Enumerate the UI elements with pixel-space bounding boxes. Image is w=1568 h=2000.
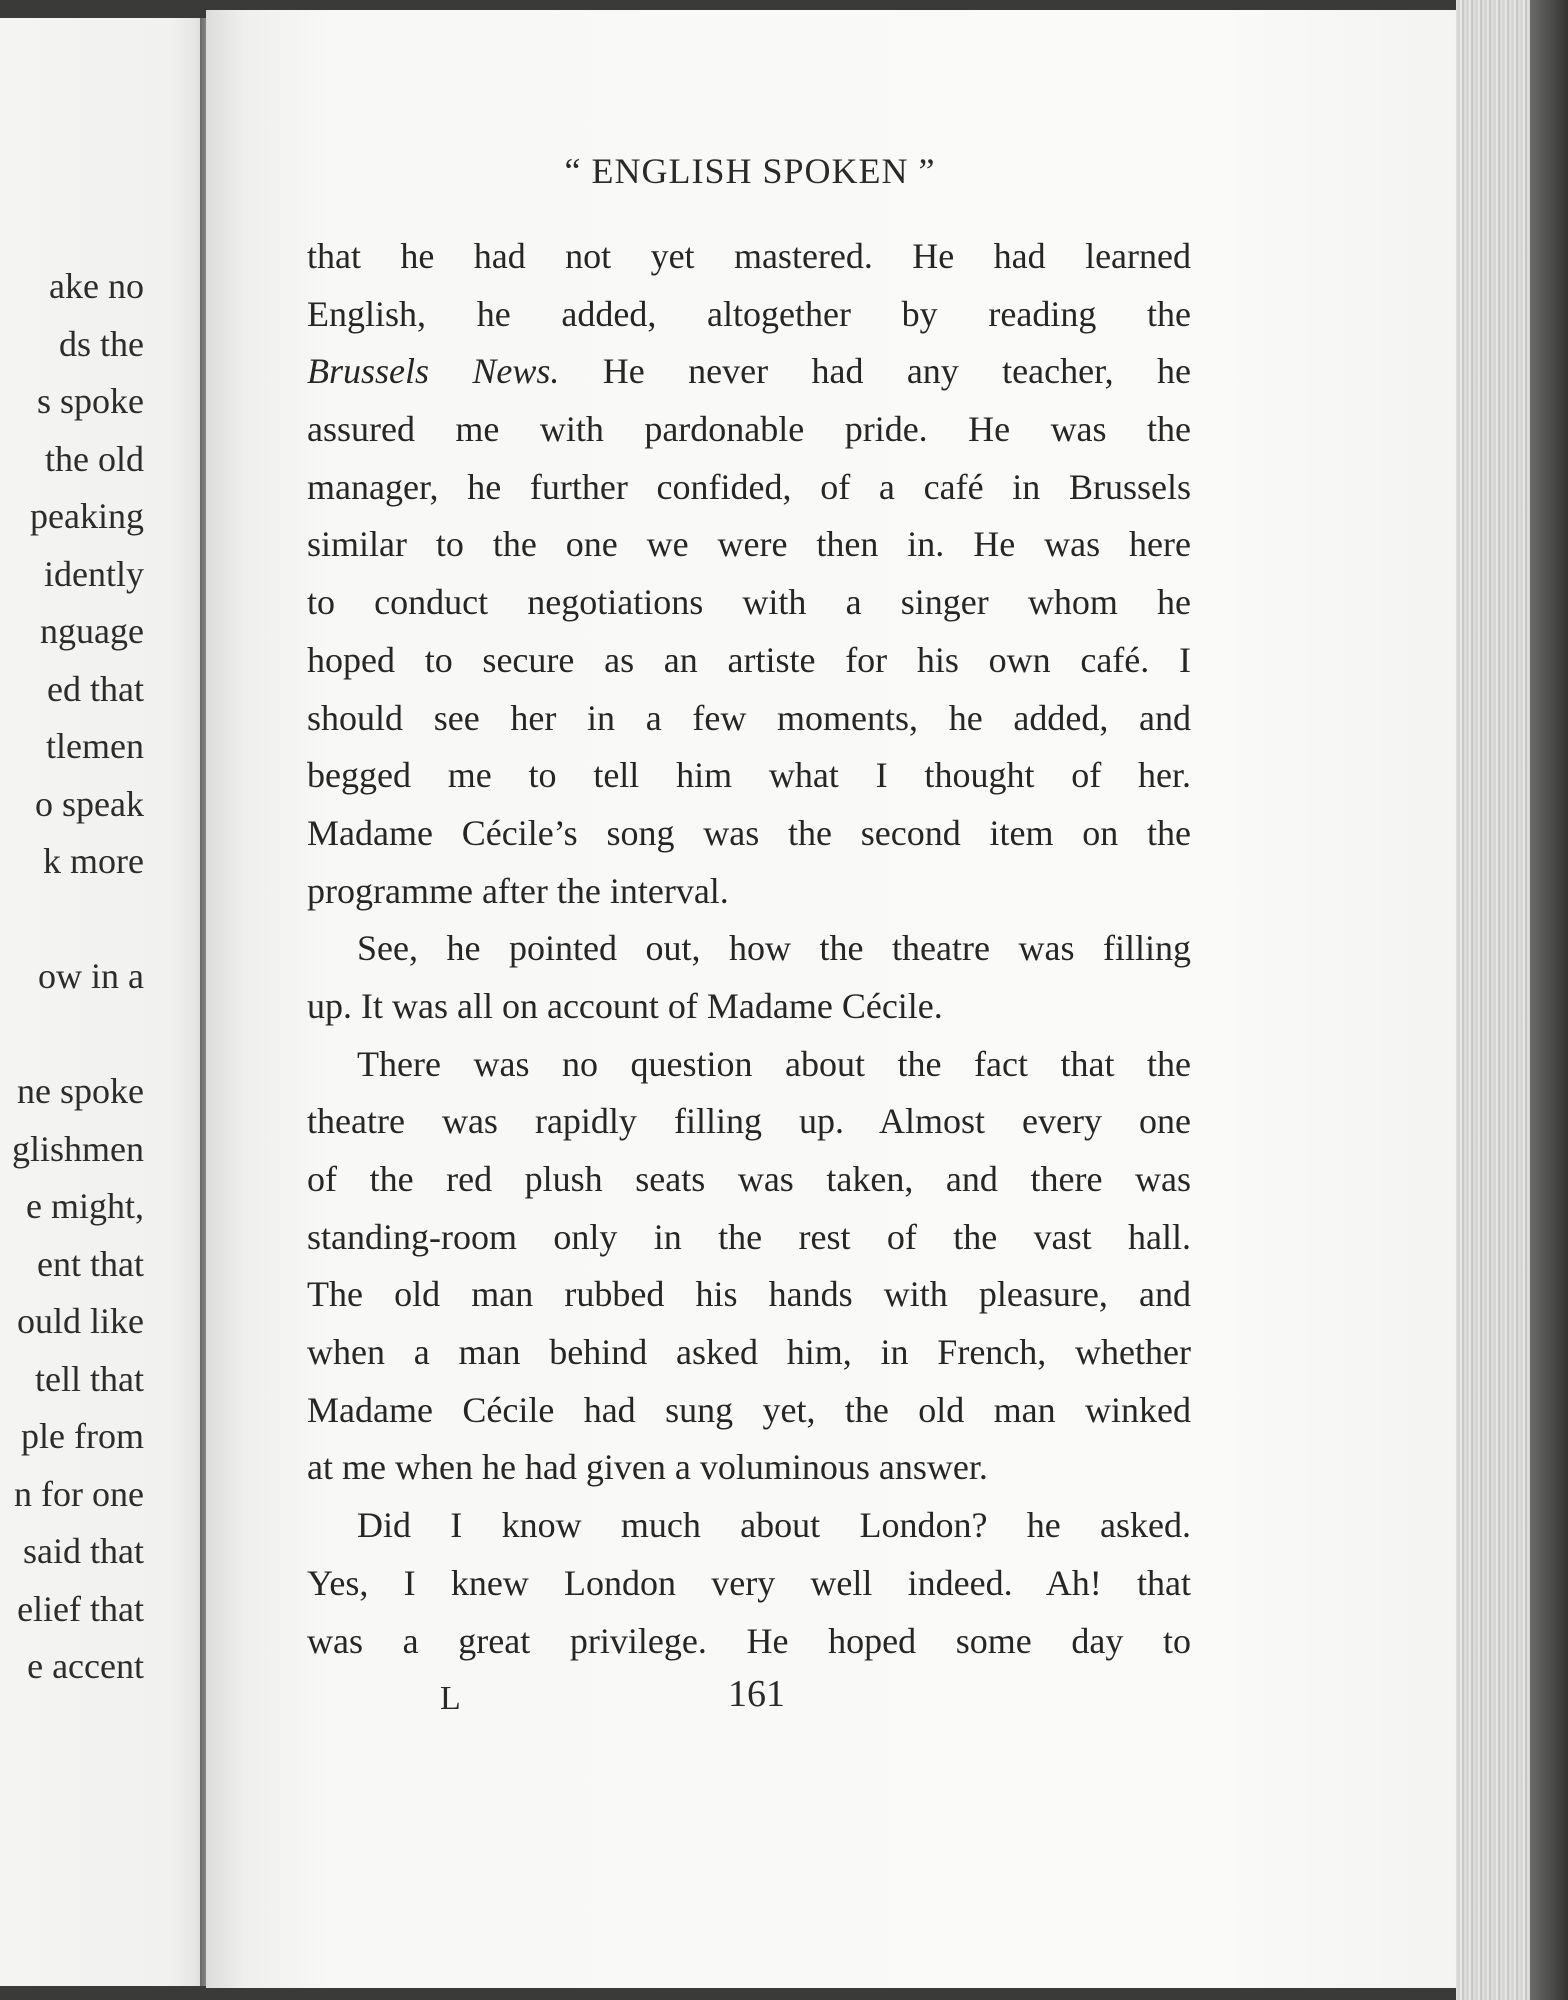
text-line: See, he pointed out, how the theatre was filling — [357, 928, 1191, 969]
text-line: assured me with pardonable pride. He was the — [307, 409, 1191, 450]
text-line: when a man behind asked him, in French, whether — [307, 1332, 1191, 1373]
text-line: manager, he further confided, of a café in Brussels — [307, 466, 1191, 507]
left-page-line: ed that — [47, 668, 144, 709]
text-line: begged me to tell him what I thought of her. — [307, 755, 1191, 796]
text-line: Did I know much about London? he asked. — [357, 1505, 1191, 1546]
text-line: programme after the interval. — [307, 870, 729, 911]
text-line: up. It was all on account of Madame Cécile. — [307, 985, 943, 1026]
text-line: that he had not yet mastered. He had learned — [307, 236, 1191, 276]
left-page-line: peaking — [30, 496, 144, 536]
text-line: should see her in a few moments, he added, and — [307, 697, 1191, 738]
text-line: of the red plush seats was taken, and there was — [307, 1159, 1191, 1199]
signature-mark: L — [440, 1680, 461, 1717]
left-page-line: n for one — [14, 1473, 144, 1514]
text-line: The old man rubbed his hands with pleasure, and — [307, 1274, 1191, 1315]
left-page — [0, 18, 212, 1986]
left-page-line: glishmen — [12, 1128, 144, 1169]
left-page-text — [12, 258, 144, 1696]
text-line: Madame Cécile had sung yet, the old man winked — [307, 1389, 1191, 1430]
text-line: Yes, I knew London very well indeed. Ah! that — [307, 1562, 1191, 1603]
left-page-line: ne spoke — [17, 1071, 144, 1111]
text-line: English, he added, altogether by reading the — [307, 293, 1191, 334]
left-page-line: e might, — [26, 1186, 144, 1226]
left-page-line: tell that — [35, 1358, 144, 1399]
text-line: was a great privilege. He hoped some day to — [307, 1620, 1191, 1661]
text-line: hoped to secure as an artiste for his own café. I — [307, 639, 1191, 680]
left-page-line: ould like — [17, 1301, 144, 1341]
left-page-line: ent that — [37, 1243, 144, 1284]
left-page-line: o speak — [35, 783, 144, 824]
text-line: theatre was rapidly filling up. Almost every one — [307, 1101, 1191, 1142]
left-page-line — [12, 1006, 144, 1064]
left-page-line: said that — [23, 1531, 144, 1571]
left-page-line: tlemen — [46, 726, 144, 766]
left-page-line: s spoke — [37, 381, 144, 421]
running-head: “ ENGLISH SPOKEN ” — [564, 151, 936, 191]
left-page-line: k more — [43, 841, 144, 881]
left-page-line: ake no — [49, 266, 144, 306]
text-line: There was no question about the fact that the — [357, 1043, 1191, 1084]
left-page-line: e accent — [27, 1646, 144, 1686]
left-page-line: the old — [45, 438, 144, 479]
left-page-line: idently — [44, 553, 144, 594]
text-line: at me when he had given a voluminous answer. — [307, 1447, 988, 1488]
text-line: to conduct negotiations with a singer whom he — [307, 582, 1191, 623]
left-page-line: ds the — [59, 323, 144, 364]
italic-title: Brussels News. — [307, 351, 560, 392]
text-line: Madame Cécile’s song was the second item on the — [307, 812, 1191, 853]
left-page-line: ple from — [21, 1416, 144, 1456]
left-page-line — [12, 891, 144, 949]
text-line: standing-room only in the rest of the vast hall. — [307, 1216, 1191, 1257]
page-body-text — [307, 228, 1191, 1670]
left-page-line: ow in a — [38, 956, 144, 996]
left-page-line: nguage — [40, 611, 144, 651]
text-line: similar to the one we were then in. He was here — [307, 524, 1191, 565]
page-number: 161 — [728, 1673, 785, 1715]
book-cover-edge — [1530, 0, 1568, 2000]
text-line: Brussels News. He never had any teacher, he — [307, 351, 1191, 392]
left-page-line: elief that — [17, 1588, 144, 1629]
